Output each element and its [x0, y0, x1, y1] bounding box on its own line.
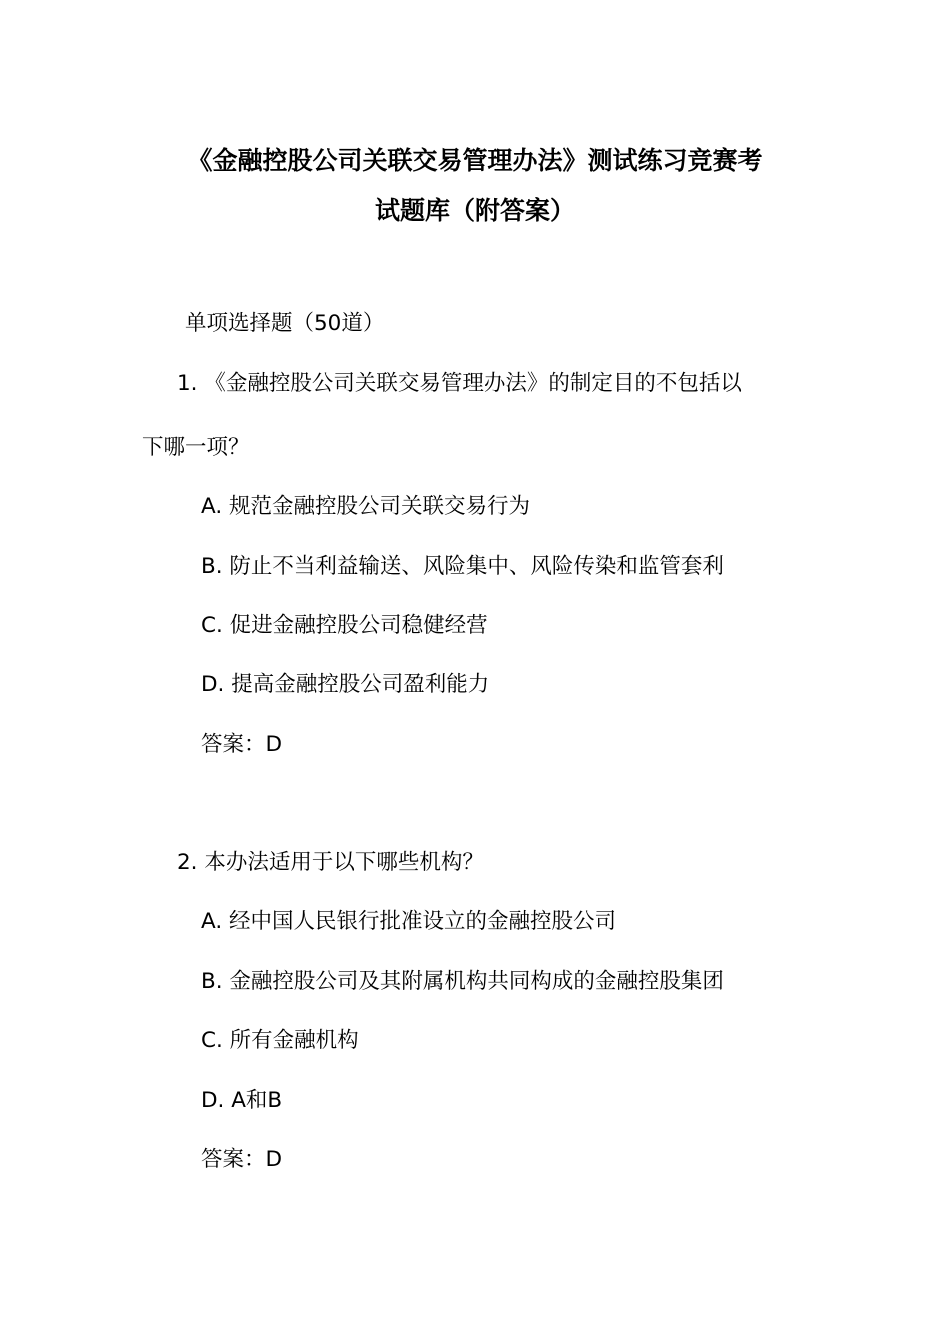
question-1-answer: 答案：D — [201, 732, 283, 757]
question-1-text: 1. 《金融控股公司关联交易管理办法》的制定目的不包括以 — [177, 371, 742, 396]
question-2-option-b: B. 金融控股公司及其附属机构共同构成的金融控股集团 — [201, 969, 724, 994]
question-1-option-d: D. 提高金融控股公司盈利能力 — [201, 672, 490, 697]
question-1-option-b: B. 防止不当利益输送、风险集中、风险传染和监管套利 — [201, 554, 724, 579]
section-heading: 单项选择题（50道） — [185, 311, 385, 336]
question-2-option-d: D. A和B — [201, 1088, 283, 1113]
question-2-text: 2. 本办法适用于以下哪些机构？ — [177, 850, 484, 875]
document-title-line-2: 试题库（附答案） — [374, 196, 575, 225]
question-1-text-continued: 下哪一项？ — [142, 435, 250, 460]
question-1-option-c: C. 促进金融控股公司稳健经营 — [201, 613, 488, 638]
question-2-option-a: A. 经中国人民银行批准设立的金融控股公司 — [201, 909, 617, 934]
question-2-answer: 答案：D — [201, 1147, 283, 1172]
question-2-option-c: C. 所有金融机构 — [201, 1028, 359, 1053]
question-1-option-a: A. 规范金融控股公司关联交易行为 — [201, 494, 530, 519]
document-title-line-1: 《金融控股公司关联交易管理办法》测试练习竞赛考 — [187, 146, 763, 175]
